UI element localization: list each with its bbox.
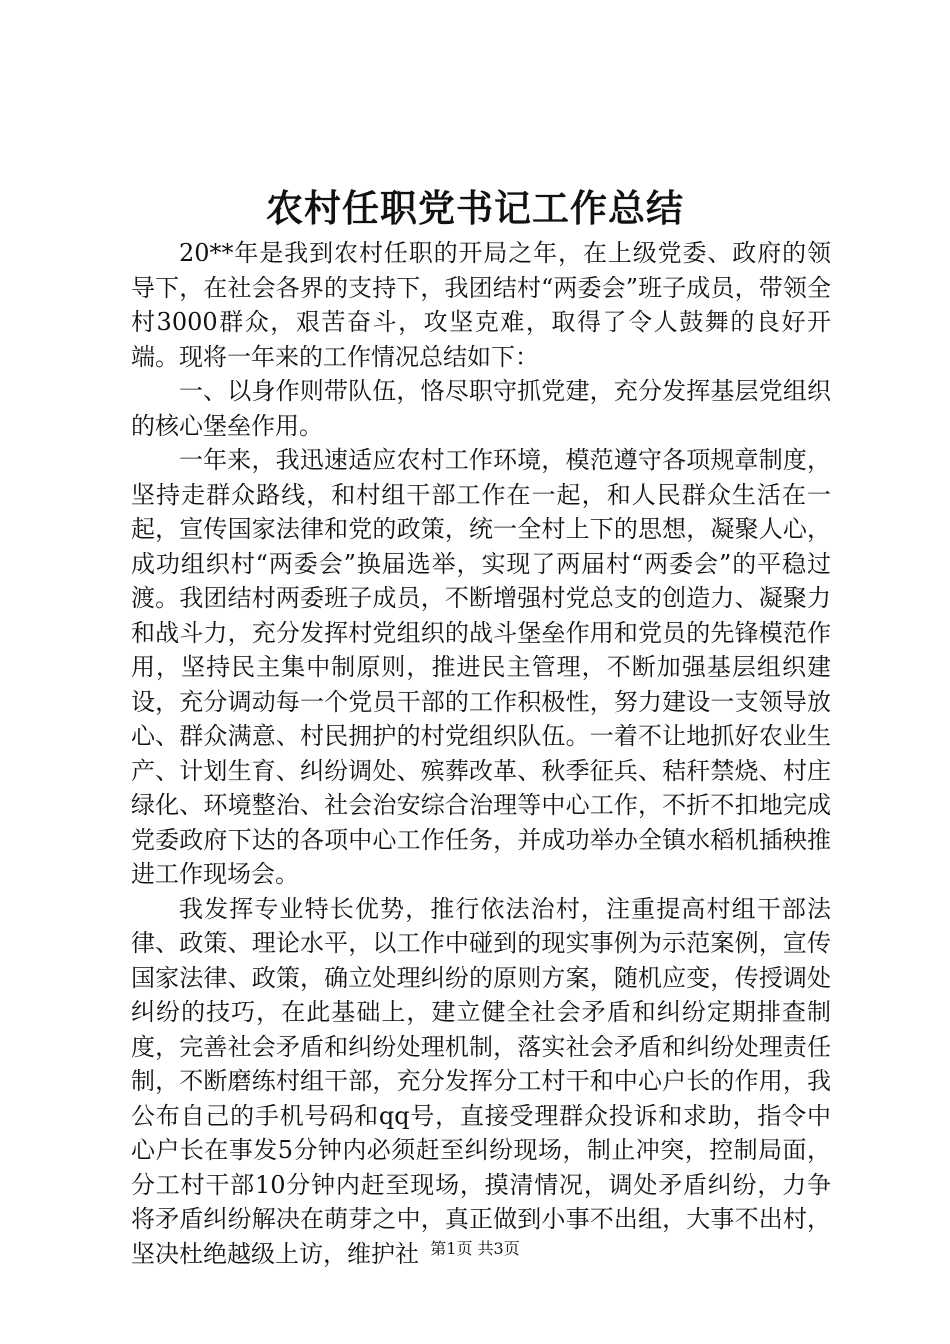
paragraph-section-heading: 一、以身作则带队伍，恪尽职守抓党建，充分发挥基层党组织的核心堡垒作用。 bbox=[131, 377, 831, 440]
document-body bbox=[131, 236, 831, 1271]
paragraph-intro: 20**年是我到农村任职的开局之年，在上级党委、政府的领导下，在社会各界的支持下，我团结村“两委会”班子成员，带领全村3000群众，艰苦奋斗，攻坚克难，取得了令人鼓舞的良好开端。现将一年来的工作情况总结如下： bbox=[131, 239, 831, 371]
paragraph-party-building: 一年来，我迅速适应农村工作环境，模范遵守各项规章制度，坚持走群众路线，和村组干部工作在一起，和人民群众生活在一起，宣传国家法律和党的政策，统一全村上下的思想，凝聚人心，成功组织村“两委会”换届选举，实现了两届村“两委会”的平稳过渡。我团结村两委班子成员，不断增强村党总支的创造力、凝聚力和战斗力，充分发挥村党组织的战斗堡垒作用和党员的先锋模范作用，坚持民主集中制原则，推进民主管理，不断加强基层组织建设，充分调动每一个党员干部的工作积极性，努力建设一支领导放心、群众满意、村民拥护的村党组织队伍。一着不让地抓好农业生产、计划生育、纠纷调处、殡葬改革、秋季征兵、秸秆禁烧、村庄绿化、环境整治、社会治安综合治理等中心工作，不折不扣地完成党委政府下达的各项中心工作任务，并成功举办全镇水稻机插秧推进工作现场会。 bbox=[131, 446, 831, 888]
paragraph-rule-of-law: 我发挥专业特长优势，推行依法治村，注重提高村组干部法律、政策、理论水平，以工作中碰到的现实事例为示范案例，宣传国家法律、政策，确立处理纠纷的原则方案，随机应变，传授调处纠纷的技巧，在此基础上，建立健全社会矛盾和纠纷定期排查制度，完善社会矛盾和纠纷处理机制，落实社会矛盾和纠纷处理责任制，不断磨练村组干部，充分发挥分工村干和中心户长的作用，我公布自己的手机号码和qq号，直接受理群众投诉和求助，指令中心户长在事发5分钟内必须赶至纠纷现场，制止冲突，控制局面，分工村干部10分钟内赶至现场，摸清情况，调处矛盾纠纷，力争将矛盾纠纷解决在萌芽之中，真正做到小事不出组，大事不出村，坚决杜绝越级上访，维护社 bbox=[131, 894, 831, 1268]
page-number-footer: 第1页 共3页 bbox=[430, 1239, 520, 1258]
document-title: 农村任职党书记工作总结 bbox=[266, 186, 684, 230]
